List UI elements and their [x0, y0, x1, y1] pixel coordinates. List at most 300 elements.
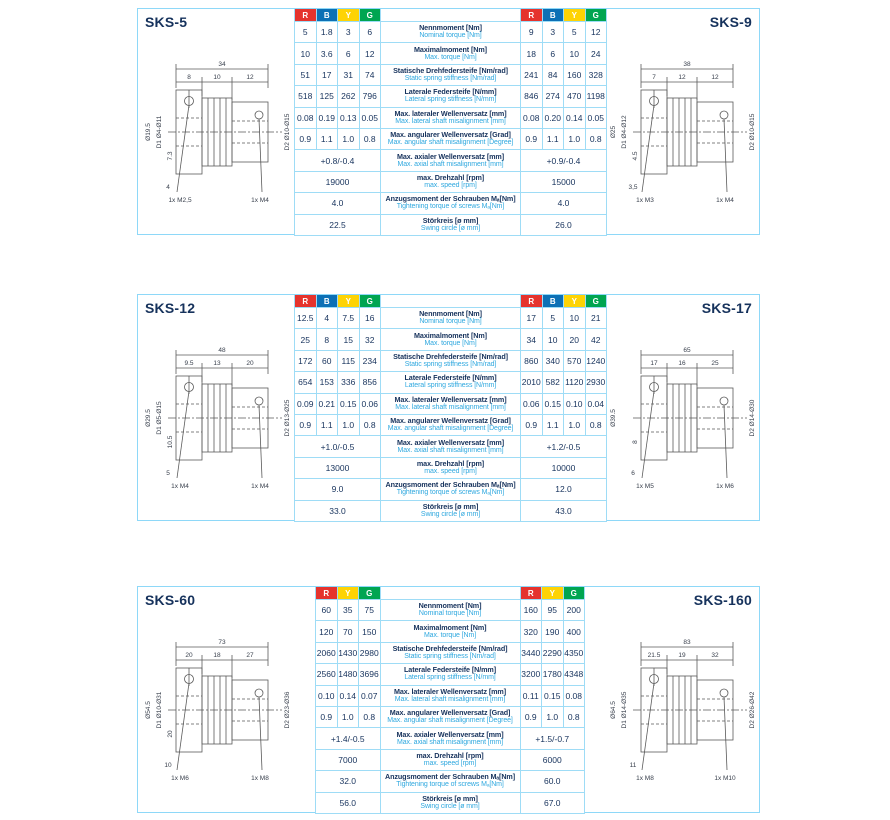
- spec-value: 125: [317, 86, 339, 107]
- screw-left-label: 1x M4: [171, 483, 189, 490]
- spec-value: 470: [564, 86, 586, 107]
- param-cell: [381, 750, 521, 771]
- spec-value: 4348: [564, 664, 586, 685]
- segment-dim: 19: [678, 652, 686, 659]
- spec-value: 582: [543, 372, 565, 393]
- spec-value: 17: [317, 65, 339, 86]
- segment-dim: 32: [711, 652, 719, 659]
- param-cell: [381, 621, 521, 642]
- spec-value: 0.13: [338, 108, 360, 129]
- param-name-de: Statische Drehfedersteife [Nm/rad]: [393, 352, 508, 362]
- bore-d1-label: D1 Ø4-Ø12: [621, 115, 628, 149]
- param-cell: [381, 771, 521, 792]
- screw-left-label: 1x M6: [171, 775, 189, 782]
- param-name-en: Max. angular shaft misalignment [Degree]: [387, 139, 514, 147]
- param-name-de: Max. axialer Wellenversatz [mm]: [396, 729, 504, 739]
- spec-value: 95: [542, 600, 564, 621]
- param-cell: [381, 65, 521, 86]
- bore-d2-label: D2 Ø23-Ø36: [284, 691, 291, 729]
- spec-value: 42: [586, 329, 608, 350]
- spec-value: 5: [564, 22, 586, 43]
- spec-value: 0.9: [521, 129, 543, 150]
- col-header-green: G: [360, 9, 382, 22]
- spec-value-merged: +0.9/-0.4: [521, 150, 607, 171]
- param-cell: [381, 86, 521, 107]
- spec-value: 0.9: [295, 415, 317, 436]
- param-name-de: Störkreis [ø mm]: [422, 793, 478, 803]
- param-name-en: Swing circle [ø mm]: [420, 224, 481, 232]
- spec-value: 32: [360, 329, 382, 350]
- bore-d2-label: D2 Ø10-Ø15: [749, 113, 756, 151]
- outer-diameter-label: Ø25: [610, 125, 617, 139]
- segment-dim: 7: [652, 74, 656, 81]
- coupling-drawing-right: [605, 327, 757, 511]
- param-name-de: Laterale Federsteife [N/mm]: [404, 87, 497, 97]
- screw-right-label: 1x M10: [714, 775, 736, 782]
- coupling-drawing-left: [140, 327, 292, 511]
- param-name-de: max. Drehzahl [rpm]: [416, 173, 485, 183]
- spec-value: 12: [586, 22, 608, 43]
- spec-value: 18: [521, 43, 543, 64]
- spec-value: 3.6: [317, 43, 339, 64]
- segment-dim: 9.5: [184, 360, 194, 367]
- spec-value: 15: [338, 329, 360, 350]
- spec-value-merged: 7000: [316, 750, 381, 771]
- spec-value: 35: [338, 600, 360, 621]
- param-name-en: Swing circle [ø mm]: [420, 802, 480, 810]
- col-header-blue: B: [543, 295, 565, 308]
- outer-diameter-label: Ø64.5: [610, 701, 617, 719]
- spec-value: 328: [586, 65, 608, 86]
- param-name-en: Max. lateral shaft misalignment [mm]: [395, 117, 506, 125]
- total-width-dim: 65: [683, 347, 691, 354]
- spec-value: 860: [521, 351, 543, 372]
- spec-value-merged: +1.4/-0.5: [316, 728, 381, 749]
- spec-value: 0.9: [316, 707, 338, 728]
- param-name-en: Max. axial shaft misalignment [mm]: [397, 160, 504, 168]
- spec-value: 0.8: [360, 415, 382, 436]
- spec-value: 2980: [359, 643, 381, 664]
- hub-dim: 4.5: [632, 151, 639, 161]
- col-header-blue: B: [543, 9, 565, 22]
- spec-value: 336: [338, 372, 360, 393]
- coupling-drawing-left: [140, 41, 292, 225]
- param-cell: [381, 129, 521, 150]
- spec-value-merged: +1.5/-0.7: [521, 728, 586, 749]
- offset-dim: 4: [166, 184, 170, 191]
- spec-value: 0.9: [521, 415, 543, 436]
- col-header-red: R: [295, 9, 317, 22]
- spec-table: [294, 9, 607, 236]
- screw-right-label: 1x M4: [251, 483, 269, 490]
- spec-value-merged: 26.0: [521, 215, 607, 236]
- screw-right-label: 1x M8: [251, 775, 269, 782]
- spec-value: 2060: [316, 643, 338, 664]
- spec-value: 0.10: [316, 686, 338, 707]
- model-name-right: SKS-9: [709, 14, 752, 30]
- spec-value: 1.0: [338, 129, 360, 150]
- spec-value: 12.5: [295, 308, 317, 329]
- param-name-de: Max. axialer Wellenversatz [mm]: [396, 151, 505, 161]
- screw-right-label: 1x M6: [716, 483, 734, 490]
- bore-d2-label: D2 Ø14-Ø30: [749, 399, 756, 437]
- spec-value: 20: [564, 329, 586, 350]
- param-name-en: Static spring stiffness [Nm/rad]: [404, 75, 497, 83]
- col-header-green: G: [359, 587, 381, 600]
- param-cell: [381, 415, 521, 436]
- spec-value-merged: 43.0: [521, 501, 607, 522]
- spec-value: 0.9: [521, 707, 543, 728]
- segment-dim: 17: [650, 360, 658, 367]
- spec-value-merged: +1.2/-0.5: [521, 436, 607, 457]
- segment-dim: 16: [678, 360, 686, 367]
- spec-value-merged: +1.0/-0.5: [295, 436, 381, 457]
- col-header-red: R: [521, 9, 543, 22]
- spec-value: 5: [295, 22, 317, 43]
- screw-left-label: 1x M3: [636, 197, 654, 204]
- spec-value: 234: [360, 351, 382, 372]
- spec-value: 10: [564, 308, 586, 329]
- param-name-en: Static spring stiffness [Nm/rad]: [404, 361, 497, 369]
- bore-d1-label: D1 Ø14-Ø35: [621, 691, 628, 729]
- segment-dim: 18: [213, 652, 221, 659]
- section-sks5-sks9: [137, 8, 760, 235]
- spec-value: 153: [317, 372, 339, 393]
- spec-value-merged: 19000: [295, 172, 381, 193]
- param-name-en: Nominal torque [Nm]: [418, 610, 482, 618]
- param-name-de: Max. lateraler Wellenversatz [mm]: [394, 108, 507, 118]
- spec-value: 241: [521, 65, 543, 86]
- param-name-de: Max. angularer Wellenversatz [Grad]: [390, 130, 511, 140]
- col-header-yellow: Y: [338, 295, 360, 308]
- param-cell: [381, 707, 521, 728]
- spec-value: 3696: [359, 664, 381, 685]
- spec-value: 0.8: [586, 129, 608, 150]
- spec-value: 74: [360, 65, 382, 86]
- param-name-en: Max. torque [Nm]: [424, 53, 477, 61]
- screw-right-label: 1x M4: [251, 197, 269, 204]
- param-name-de: max. Drehzahl [rpm]: [416, 459, 485, 469]
- spec-value: 75: [359, 600, 381, 621]
- spec-value: 0.06: [521, 394, 543, 415]
- spec-value: 4350: [564, 643, 586, 664]
- spec-value: 21: [586, 308, 608, 329]
- param-name-en: Max. angular shaft misalignment [Degree]: [387, 425, 514, 433]
- hub-dim: 10.5: [167, 435, 174, 449]
- param-name-en: Tightening torque of screws Mₐ[Nm]: [396, 203, 505, 211]
- param-name-de: Maximalmoment [Nm]: [414, 330, 487, 340]
- col-header-green: G: [586, 295, 608, 308]
- spec-value: 2010: [521, 372, 543, 393]
- spec-value: 0.19: [317, 108, 339, 129]
- outer-diameter-label: Ø19.5: [145, 123, 152, 141]
- param-cell: [381, 329, 521, 350]
- param-cell: [381, 793, 521, 814]
- segment-dim: 12: [246, 74, 254, 81]
- spec-value: 1.8: [317, 22, 339, 43]
- param-name-en: max. speed [rpm]: [424, 182, 477, 190]
- param-cell: [381, 22, 521, 43]
- spec-value: 1.0: [564, 415, 586, 436]
- col-header-yellow: Y: [338, 9, 360, 22]
- spec-value: 3200: [521, 664, 543, 685]
- col-header-yellow: Y: [564, 9, 586, 22]
- param-name-en: max. speed [rpm]: [424, 468, 477, 476]
- param-name-de: Anzugsmoment der Schrauben Mₐ[Nm]: [385, 194, 516, 204]
- col-header-red: R: [316, 587, 338, 600]
- param-name-de: Statische Drehfedersteife [Nm/rad]: [393, 66, 508, 76]
- param-name-de: Laterale Federsteife [N/mm]: [404, 373, 497, 383]
- spec-value: 6: [338, 43, 360, 64]
- spec-value: 84: [543, 65, 565, 86]
- spec-value: 70: [338, 621, 360, 642]
- spec-value: 1.1: [317, 415, 339, 436]
- model-name-left: SKS-12: [145, 300, 196, 316]
- bore-d1-label: D1 Ø5-Ø15: [156, 401, 163, 435]
- param-name-en: Nominal torque [Nm]: [419, 318, 482, 326]
- spec-value: 846: [521, 86, 543, 107]
- spec-value: 2290: [542, 643, 564, 664]
- spec-value: 1.0: [338, 415, 360, 436]
- param-name-de: Maximalmoment [Nm]: [414, 44, 487, 54]
- section-sks60-sks160: [137, 586, 760, 813]
- param-cell: [381, 728, 521, 749]
- spec-value: 8: [317, 329, 339, 350]
- spec-value: 120: [316, 621, 338, 642]
- spec-value: 0.15: [543, 394, 565, 415]
- param-name-en: Tightening torque of screws Mₐ[Nm]: [396, 781, 504, 789]
- param-cell: [381, 193, 521, 214]
- screw-right-label: 1x M4: [716, 197, 734, 204]
- spec-value: 60: [316, 600, 338, 621]
- spec-value: 796: [360, 86, 382, 107]
- spec-value: 856: [360, 372, 382, 393]
- spec-value: 0.15: [542, 686, 564, 707]
- model-name-left: SKS-60: [145, 592, 196, 608]
- spec-value: 34: [521, 329, 543, 350]
- spec-value: 16: [360, 308, 382, 329]
- screw-left-label: 1x M8: [636, 775, 654, 782]
- param-name-de: Nennmoment [Nm]: [419, 309, 482, 319]
- segment-dim: 13: [213, 360, 221, 367]
- spec-value: 31: [338, 65, 360, 86]
- param-name-de: Maximalmoment [Nm]: [413, 622, 487, 632]
- param-header-spacer: [381, 587, 521, 600]
- param-name-en: Max. axial shaft misalignment [mm]: [397, 446, 504, 454]
- spec-value: 400: [564, 621, 586, 642]
- param-name-en: Lateral spring stiffness [N/mm]: [404, 674, 496, 682]
- spec-value: 0.8: [586, 415, 608, 436]
- spec-value-merged: 67.0: [521, 793, 586, 814]
- total-width-dim: 83: [683, 639, 691, 646]
- coupling-drawing-right: [605, 41, 757, 225]
- spec-value-merged: 22.5: [295, 215, 381, 236]
- spec-value: 1780: [542, 664, 564, 685]
- spec-table: [315, 587, 585, 814]
- col-header-blue: B: [317, 295, 339, 308]
- spec-value: 1.0: [542, 707, 564, 728]
- param-name-en: Lateral spring stiffness [N/mm]: [404, 96, 497, 104]
- spec-table: [294, 295, 607, 522]
- spec-value-merged: 6000: [521, 750, 586, 771]
- spec-value: 570: [564, 351, 586, 372]
- spec-value: 115: [338, 351, 360, 372]
- spec-value: 9: [521, 22, 543, 43]
- param-name-de: Max. angularer Wellenversatz [Grad]: [389, 708, 511, 718]
- param-name-en: Max. torque [Nm]: [423, 631, 477, 639]
- param-cell: [381, 643, 521, 664]
- spec-value: 0.05: [586, 108, 608, 129]
- hub-dim: 20: [167, 730, 174, 738]
- spec-value: 0.08: [564, 686, 586, 707]
- col-header-yellow: Y: [338, 587, 360, 600]
- offset-dim: 11: [629, 762, 637, 769]
- param-cell: [381, 479, 521, 500]
- offset-dim: 6: [631, 470, 635, 477]
- segment-dim: 20: [185, 652, 193, 659]
- param-name-de: Laterale Federsteife [N/mm]: [404, 665, 496, 675]
- param-name-de: max. Drehzahl [rpm]: [416, 751, 484, 761]
- bore-d1-label: D1 Ø4-Ø11: [156, 115, 163, 149]
- spec-value-merged: 12.0: [521, 479, 607, 500]
- param-name-en: Max. axial shaft misalignment [mm]: [397, 738, 503, 746]
- spec-value: 0.06: [360, 394, 382, 415]
- bore-d1-label: D1 Ø10-Ø31: [156, 691, 163, 729]
- spec-value: 518: [295, 86, 317, 107]
- screw-left-label: 1x M5: [636, 483, 654, 490]
- spec-value: 0.11: [521, 686, 543, 707]
- param-cell: [381, 308, 521, 329]
- segment-dim: 20: [246, 360, 254, 367]
- spec-value: 0.09: [295, 394, 317, 415]
- spec-value: 6: [543, 43, 565, 64]
- segment-dim: 10: [213, 74, 221, 81]
- param-name-en: Max. lateral shaft misalignment [mm]: [395, 403, 506, 411]
- spec-value-merged: 60.0: [521, 771, 586, 792]
- spec-value-merged: 33.0: [295, 501, 381, 522]
- param-cell: [381, 215, 521, 236]
- offset-dim: 5: [166, 470, 170, 477]
- spec-value: 0.08: [295, 108, 317, 129]
- param-name-en: max. speed [rpm]: [423, 760, 477, 768]
- spec-value: 1430: [338, 643, 360, 664]
- hub-dim: 7.3: [167, 151, 174, 161]
- spec-value: 4: [317, 308, 339, 329]
- param-cell: [381, 436, 521, 457]
- param-cell: [381, 600, 521, 621]
- total-width-dim: 73: [218, 639, 226, 646]
- spec-value: 0.8: [359, 707, 381, 728]
- section-sks12-sks17: [137, 294, 760, 521]
- spec-value-merged: 15000: [521, 172, 607, 193]
- col-header-blue: B: [317, 9, 339, 22]
- offset-dim: 10: [164, 762, 172, 769]
- param-name-de: Max. lateraler Wellenversatz [mm]: [394, 394, 507, 404]
- param-name-de: Max. lateraler Wellenversatz [mm]: [393, 686, 507, 696]
- col-header-yellow: Y: [542, 587, 564, 600]
- spec-value: 654: [295, 372, 317, 393]
- col-header-green: G: [360, 295, 382, 308]
- spec-value: 0.08: [521, 108, 543, 129]
- spec-value: 2560: [316, 664, 338, 685]
- spec-value: 10: [295, 43, 317, 64]
- param-name-de: Nennmoment [Nm]: [418, 601, 482, 611]
- param-cell: [381, 43, 521, 64]
- spec-value: 12: [360, 43, 382, 64]
- param-cell: [381, 150, 521, 171]
- spec-value: 1.0: [564, 129, 586, 150]
- param-name-de: Störkreis [ø mm]: [422, 215, 479, 225]
- param-name-en: Tightening torque of screws Mₐ[Nm]: [396, 489, 505, 497]
- spec-value: 0.10: [564, 394, 586, 415]
- outer-diameter-label: Ø29.5: [145, 409, 152, 427]
- coupling-drawing-left: [140, 619, 292, 803]
- spec-value: 1480: [338, 664, 360, 685]
- segment-dim: 21.5: [647, 652, 661, 659]
- col-header-yellow: Y: [564, 295, 586, 308]
- col-header-red: R: [521, 587, 543, 600]
- spec-value: 190: [542, 621, 564, 642]
- spec-value-merged: 4.0: [295, 193, 381, 214]
- coupling-drawing-right: [605, 619, 757, 803]
- bore-d2-label: D2 Ø26-Ø42: [749, 691, 756, 729]
- spec-value: 172: [295, 351, 317, 372]
- spec-value: 1120: [564, 372, 586, 393]
- param-cell: [381, 108, 521, 129]
- param-name-de: Störkreis [ø mm]: [422, 501, 479, 511]
- segment-dim: 12: [711, 74, 719, 81]
- hub-dim: 8: [632, 440, 639, 444]
- segment-dim: 27: [246, 652, 254, 659]
- spec-value: 160: [521, 600, 543, 621]
- spec-value: 10: [564, 43, 586, 64]
- param-cell: [381, 501, 521, 522]
- col-header-green: G: [564, 587, 586, 600]
- spec-value: 274: [543, 86, 565, 107]
- model-name-right: SKS-17: [701, 300, 752, 316]
- spec-value: 0.8: [360, 129, 382, 150]
- total-width-dim: 34: [218, 61, 226, 68]
- spec-value: 1.0: [338, 707, 360, 728]
- param-name-de: Anzugsmoment der Schrauben Mₐ[Nm]: [385, 772, 515, 782]
- spec-value: 10: [543, 329, 565, 350]
- spec-value: 6: [360, 22, 382, 43]
- spec-value: 262: [338, 86, 360, 107]
- spec-value: 0.21: [317, 394, 339, 415]
- spec-value: 2930: [586, 372, 608, 393]
- spec-value: 0.15: [338, 394, 360, 415]
- spec-value: 1198: [586, 86, 608, 107]
- param-cell: [381, 664, 521, 685]
- spec-value: 0.05: [360, 108, 382, 129]
- spec-value: 200: [564, 600, 586, 621]
- spec-value-merged: +0.8/-0.4: [295, 150, 381, 171]
- spec-value: 160: [564, 65, 586, 86]
- offset-dim: 3,5: [628, 184, 638, 191]
- model-name-left: SKS-5: [145, 14, 188, 30]
- param-name-en: Nominal torque [Nm]: [419, 32, 482, 40]
- spec-value: 0.8: [564, 707, 586, 728]
- param-name-en: Static spring stiffness [Nm/rad]: [404, 653, 496, 661]
- screw-left-label: 1x M2,5: [168, 197, 192, 204]
- spec-value: 0.20: [543, 108, 565, 129]
- segment-dim: 8: [187, 74, 191, 81]
- spec-value: 24: [586, 43, 608, 64]
- param-cell: [381, 351, 521, 372]
- param-name-en: Lateral spring stiffness [N/mm]: [404, 382, 497, 390]
- total-width-dim: 38: [683, 61, 691, 68]
- bore-d2-label: D2 Ø10-Ø15: [284, 113, 291, 151]
